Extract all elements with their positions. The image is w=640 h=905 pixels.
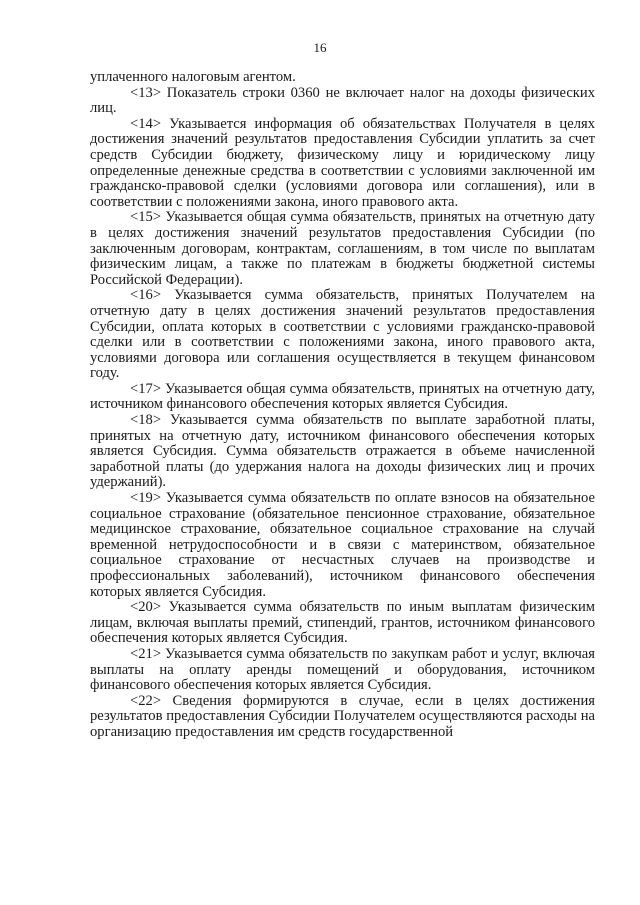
document-body [90, 70, 595, 741]
page-number: 16 [313, 40, 327, 55]
footnote-21: <21> Указывается сумма обязательств по закупкам работ и услуг, включая выплаты на оплату аренды помещений и оборудования, источником финансового обеспечения которых является Субсидия. [90, 645, 595, 694]
footnote-14: <14> Указывается информация об обязательствах Получателя в целях достижения значений результатов предоставления Субсидии уплатить за счет средств Субсидии бюджету, физическому лицу и юридическому лицу определенные денежные средства в соответствии с условиями заключенной им гражданско-правовой сделки (условиями договора или соглашения), или в соответствии с положениями закона, иного правового акта. [90, 115, 595, 210]
footnote-15: <15> Указывается общая сумма обязательств, принятых на отчетную дату в целях достижения значений результатов предоставления Субсидии (по заключенным договорам, контрактам, соглашениям, в том числе по выплатам физическим лицам, а также по платежам в бюджеты бюджетной системы Российской Федерации). [90, 209, 595, 288]
footnote-18: <18> Указывается сумма обязательств по выплате заработной платы, принятых на отчетную дату, источником финансового обеспечения которых является Субсидия. Сумма обязательств отражается в объеме начисленной заработной платы (до удержания налога на доходы физических лиц и прочих удержаний). [90, 412, 595, 491]
footnote-13: <13> Показатель строки 0360 не включает налог на доходы физических лиц. [90, 84, 595, 117]
footnote-16: <16> Указывается сумма обязательств, принятых Получателем на отчетную дату в целях достижения значений результатов предоставления Субсидии, оплата которых в соответствии с условиями гражданско-правовой сделки или в соответствии с положениями закона, иного правового акта, условиями договора или соглашения осуществляется в текущем финансовом году. [90, 287, 595, 382]
footnote-20: <20> Указывается сумма обязательств по иным выплатам физическим лицам, включая выплаты премий, стипендий, грантов, источником финансового обеспечения которых является Субсидия. [90, 599, 595, 647]
footnote-19: <19> Указывается сумма обязательств по оплате взносов на обязательное социальное страхование (обязательное пенсионное страхование, обязательное медицинское страхование, обязательное социальное страхование на случай временной нетрудоспособности и в связи с материнством, обязательное социальное страхование от несчастных случаев на производстве и профессиональных заболеваний), источником финансового обеспечения которых является Субсидия. [90, 490, 595, 600]
paragraph-continuation: уплаченного налоговым агентом. [90, 69, 296, 85]
footnote-17: <17> Указывается общая сумма обязательств, принятых на отчетную дату, источником финансового обеспечения которых является Субсидия. [90, 380, 595, 413]
footnote-22: <22> Сведения формируются в случае, если в целях достижения результатов предоставления Субсидии Получателем осуществляются расходы на организацию предоставления им средств государственной [90, 692, 595, 740]
